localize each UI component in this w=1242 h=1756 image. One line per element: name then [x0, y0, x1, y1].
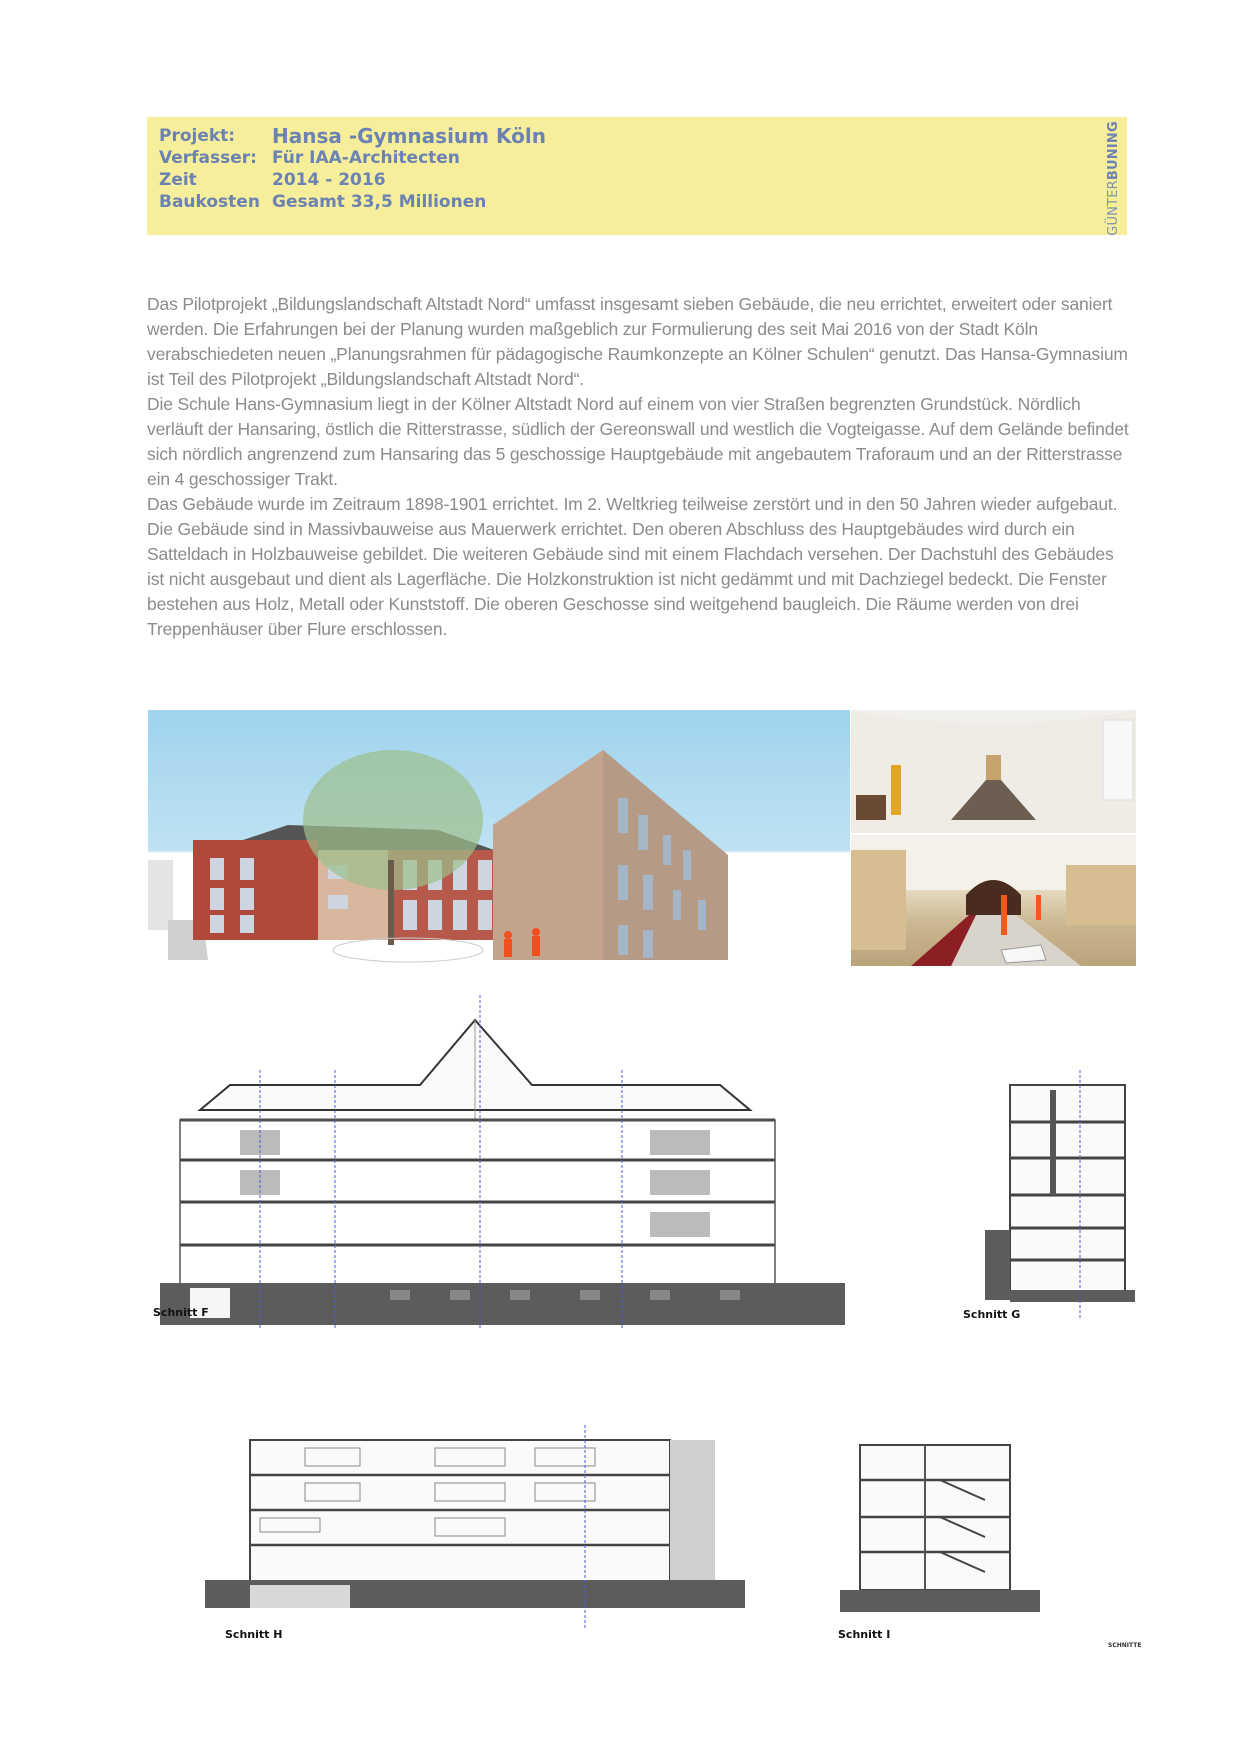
project-info-box [147, 117, 1127, 235]
corridor-rendering-new [851, 835, 1136, 966]
section-label-g: Schnitt G [963, 1308, 1021, 1321]
brand-logo [1102, 120, 1124, 236]
info-label-verfasser: Verfasser: [159, 148, 257, 168]
stamp-title: SCHNITTE [1108, 1642, 1142, 1649]
description-paragraph: Das Pilotprojekt „Bildungslandschaft Altstadt Nord“ umfasst insgesamt sieben Gebäude, die neu errichtet, erweitert oder saniert werden. Die Erfahrungen bei der Planung wurden maßgeblich zur Formulierung des seit Mai 2016 von der Stadt Köln verabschiedeten neuen „Planungsrahmen für pädagogische Raumkonzepte an Kölner Schulen“ genutzt. Das Hansa-Gymnasium ist Teil des Pilotprojekt „Bildungslandschaft Altstadt Nord“. [147, 294, 1128, 389]
project-info-grid [159, 125, 546, 213]
info-label-baukosten: Baukosten [159, 192, 260, 212]
section-drawing-g [985, 1070, 1135, 1320]
image-row [148, 710, 1136, 966]
info-label-projekt: Projekt: [159, 126, 236, 146]
brand-last-name: BUNING [1105, 120, 1121, 180]
exterior-rendering [148, 710, 850, 966]
description-paragraph: Die Schule Hans-Gymnasium liegt in der Kölner Altstadt Nord auf einem von vier Straßen begrenzten Grundstück. Nördlich verläuft der Hansaring, östlich die Ritterstrasse, südlich der Gereonswall und westlich die Vogteigasse. Auf dem Gelände befindet sich nördlich angrenzend zum Hansaring das 5 geschossige Hauptgebäude mit angebautem Traforaum und an der Ritterstrasse ein 4 geschossiger Trakt. [147, 394, 1129, 489]
info-label-zeit: Zeit [159, 170, 197, 190]
info-value-zeit: 2014 - 2016 [272, 170, 386, 190]
title-stamp [1108, 1643, 1141, 1649]
section-drawing-f [160, 990, 845, 1330]
exterior-rendering-illustration [148, 710, 850, 966]
section-label-h: Schnitt H [225, 1628, 283, 1641]
info-value-projekt: Hansa -Gymnasium Köln [272, 124, 546, 148]
section-drawing-h [205, 1420, 745, 1630]
corridor-photo-existing [851, 710, 1136, 833]
section-label-i: Schnitt I [838, 1628, 891, 1641]
info-value-verfasser: Für IAA-Architecten [272, 148, 460, 168]
brand-first-name: GÜNTER [1105, 179, 1121, 236]
section-label-f: Schnitt F [153, 1306, 209, 1319]
project-description [147, 292, 1132, 642]
section-drawing-i [830, 1420, 1050, 1620]
info-value-baukosten: Gesamt 33,5 Millionen [272, 192, 487, 212]
interior-photos [851, 710, 1136, 966]
description-paragraph: Das Gebäude wurde im Zeitraum 1898-1901 errichtet. Im 2. Weltkrieg teilweise zerstört und in den 50 Jahren wieder aufgebaut. Die Gebäude sind in Massivbauweise aus Mauerwerk errichtet. Den oberen Abschluss des Hauptgebäudes wird durch ein Satteldach in Holzbauweise gebildet. Die weiteren Gebäude sind mit einem Flachdach versehen. Der Dachstuhl des Gebäudes ist nicht ausgebaut und dient als Lagerfläche. Die Holzkonstruktion ist nicht gedämmt und mit Dachziegel bedeckt. Die Fenster bestehen aus Holz, Metall oder Kunststoff. Die oberen Geschosse sind weitgehend baugleich. Die Räume werden von drei Treppenhäuser über Flure erschlossen. [147, 494, 1118, 639]
